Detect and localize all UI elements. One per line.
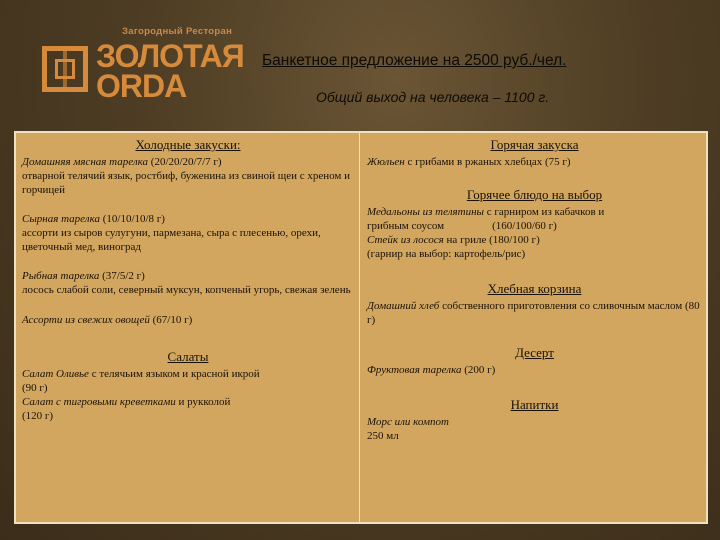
section-heading-drinks: Напитки [510, 397, 559, 412]
dish-description: собственного приготовления со сливочным маслом (80 г) [367, 300, 700, 326]
dish-name: Салат с [22, 396, 64, 408]
dish-weight: (37/5/2 г) [99, 270, 145, 282]
dish-name: Сырная тарелка [22, 213, 100, 225]
dish-name: Стейк из лосося [367, 234, 444, 246]
dish-name: Морс или компот [367, 416, 449, 428]
page-subtitle: Общий выход на человека – 1100 г. [316, 89, 550, 105]
section-heading-dessert: Десерт [515, 345, 554, 360]
dish-name: Домашний хлеб [367, 300, 440, 312]
menu-table [14, 131, 708, 524]
menu-item [367, 415, 702, 443]
dish-description: лосось слабой соли, северный муксун, копченый угорь, свежая зелень [22, 284, 351, 296]
dish-name: Медальоны из телятины [367, 206, 484, 218]
restaurant-logo [40, 22, 250, 112]
dish-volume: 250 мл [367, 430, 399, 442]
dish-name: Домашняя мясная тарелка [22, 156, 149, 168]
dish-name: тигровыми креветками [63, 396, 176, 408]
dish-description: ассорти из сыров сулугуни, пармезана, сыра с плесенью, орехи, цветочный мед, виноград [22, 227, 321, 253]
menu-item [22, 212, 354, 254]
menu-item [22, 395, 354, 423]
dish-weight: (120 г) [22, 410, 54, 422]
dish-weight: (67/10 г) [149, 314, 193, 326]
logo-mark-icon [42, 46, 88, 92]
dish-name: Фруктовая тарелка [367, 364, 462, 376]
dish-name: Ассорти из свежих овощей [22, 314, 150, 326]
dish-description: и рукколой [175, 396, 231, 408]
section-heading-hot-dish: Горячее блюдо на выбор [466, 187, 603, 202]
section-heading-cold: Холодные закуски: [135, 137, 241, 152]
dish-weight: (90 г) [22, 382, 48, 394]
logo-word-1: ЗОЛОТАЯ [96, 38, 244, 74]
dish-description: отварной телячий язык, ростбиф, буженина из свиной щеи с хреном и горчицей [22, 170, 351, 196]
dish-description: с телячьим языком и красной икрой [88, 368, 260, 380]
menu-item [367, 233, 702, 261]
dish-name: Салат Оливье [22, 368, 89, 380]
dish-weight: (20/20/20/7/7 г) [148, 156, 222, 168]
menu-item [22, 269, 354, 297]
menu-item [367, 299, 702, 327]
dish-weight: (160/100/60 г) [492, 220, 557, 232]
logo-subtitle: Загородный Ресторан [122, 26, 233, 37]
menu-column-right [359, 133, 706, 522]
section-heading-bread: Хлебная корзина [487, 281, 582, 296]
dish-note: (гарнир на выбор: картофель/рис) [367, 248, 526, 260]
page-title: Банкетное предложение на 2500 руб./чел. [262, 52, 567, 69]
section-heading-hot-snack: Горячая закуска [490, 137, 579, 152]
menu-item [22, 367, 354, 395]
dish-description: с грибами в ржаных хлебцах (75 г) [404, 156, 571, 168]
dish-weight: (10/10/10/8 г) [99, 213, 165, 225]
dish-name: Жюльен [367, 156, 405, 168]
menu-item [367, 155, 702, 169]
dish-description: на гриле (180/100 г) [443, 234, 540, 246]
menu-item [367, 363, 702, 377]
menu-column-left [16, 133, 358, 522]
section-heading-salads: Салаты [167, 349, 209, 364]
menu-item [22, 313, 354, 327]
menu-item [367, 205, 702, 233]
dish-weight: (200 г) [461, 364, 496, 376]
dish-name: Рыбная тарелка [22, 270, 100, 282]
dish-description: грибным соусом [367, 220, 445, 232]
logo-word-2: ORDA [96, 68, 187, 104]
menu-item [22, 155, 354, 197]
dish-description: с гарниром из кабачков и [484, 206, 605, 218]
